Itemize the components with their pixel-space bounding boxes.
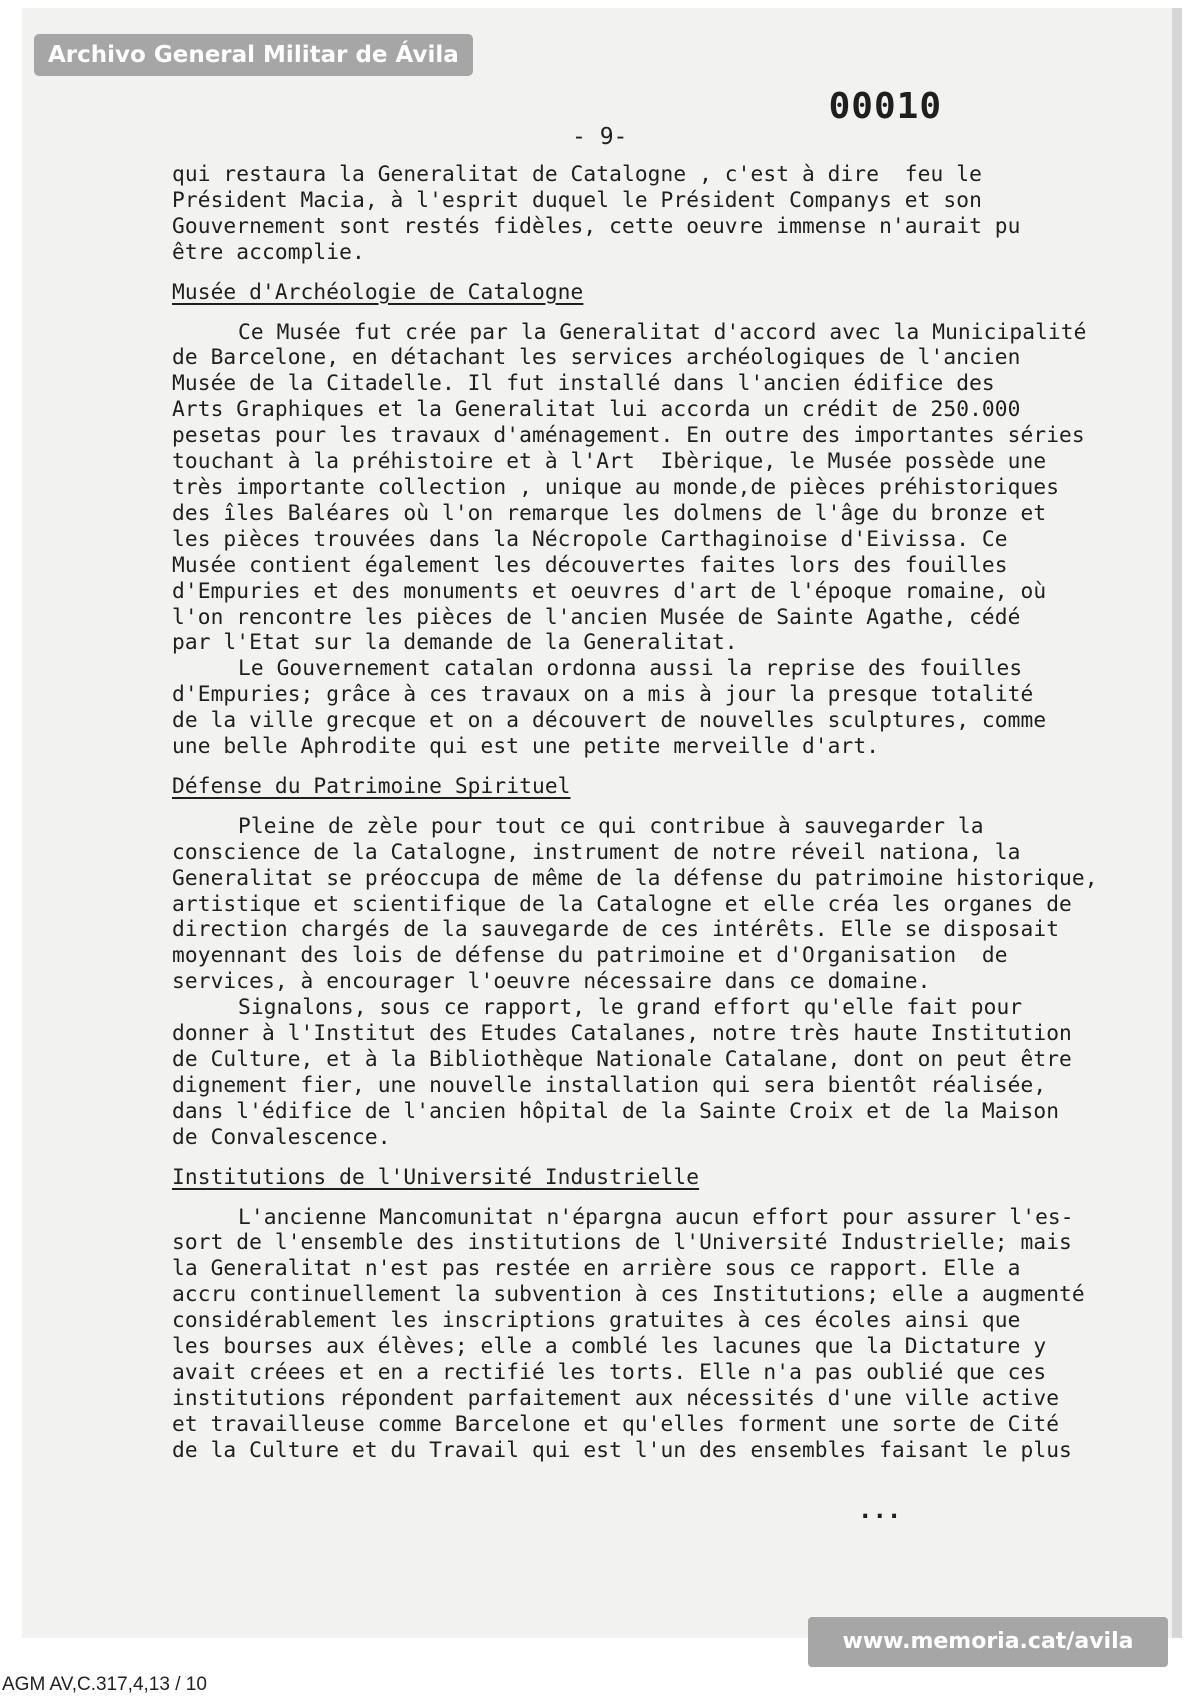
text-line: très importante collection , unique au monde,de pièces préhistoriques xyxy=(172,473,1060,499)
text-line: Ce Musée fut crée par la Generalitat d'accord avec la Municipalité xyxy=(238,318,1087,344)
text-line: institutions répondent parfaitement aux nécessités d'une ville active xyxy=(172,1384,1060,1410)
text-line: L'ancienne Mancomunitat n'épargna aucun effort pour assurer l'es- xyxy=(238,1203,1074,1229)
text-line: conscience de la Catalogne, instrument de notre réveil nationa, la xyxy=(172,838,1021,864)
document-number: 00010 xyxy=(828,86,942,127)
section-heading-patrimoine: Défense du Patrimoine Spirituel xyxy=(172,772,571,798)
text-line: Président Macia, à l'esprit duquel le Président Companys et son xyxy=(172,186,982,212)
text-line: les pièces trouvées dans la Nécropole Carthaginoise d'Eivissa. Ce xyxy=(172,525,1008,551)
text-line: être accomplie. xyxy=(172,238,365,264)
text-line: Arts Graphiques et la Generalitat lui accorda un crédit de 250.000 xyxy=(172,396,1021,422)
text-line: Musée de la Citadelle. Il fut installé dans l'ancien édifice des xyxy=(172,370,995,396)
text-line: Musée contient également les découvertes faites lors des fouilles xyxy=(172,551,1008,577)
text-line: l'on rencontre les pièces de l'ancien Musée de Sainte Agathe, cédé xyxy=(172,603,1021,629)
archive-title-banner: Archivo General Militar de Ávila xyxy=(34,34,473,76)
text-line: de Barcelone, en détachant les services archéologiques de l'ancien xyxy=(172,344,1021,370)
text-line: touchant à la préhistoire et à l'Art Ibèrique, le Musée possède une xyxy=(172,448,1047,474)
text-line: Le Gouvernement catalan ordonna aussi la reprise des fouilles xyxy=(238,655,1023,681)
document-sheet xyxy=(22,8,1182,1638)
text-line: dans l'édifice de l'ancien hôpital de la Sainte Croix et de la Maison xyxy=(172,1097,1060,1123)
website-url-banner[interactable]: www.memoria.cat/avila xyxy=(808,1617,1168,1667)
text-line: une belle Aphrodite qui est une petite merveille d'art. xyxy=(172,733,880,759)
text-line: artistique et scientifique de la Catalogne et elle créa les organes de xyxy=(172,890,1072,916)
text-line: de Convalescence. xyxy=(172,1123,391,1149)
text-line: sort de l'ensemble des institutions de l'Université Industrielle; mais xyxy=(172,1229,1072,1255)
text-line: Pleine de zèle pour tout ce qui contribue à sauvegarder la xyxy=(238,812,984,838)
text-line: qui restaura la Generalitat de Catalogne , c'est à dire feu le xyxy=(172,161,982,186)
text-line: Signalons, sous ce rapport, le grand effort qu'elle fait pour xyxy=(238,994,1023,1020)
intro-paragraph xyxy=(172,161,1162,265)
text-line: pesetas pour les travaux d'aménagement. En outre des importantes séries xyxy=(172,422,1085,448)
text-line: d'Empuries; grâce à ces travaux on a mis à jour la presque totalité xyxy=(172,681,1034,707)
universite-paragraph xyxy=(172,1204,1162,1463)
text-line: moyennant des lois de défense du patrimoine et d'Organisation de xyxy=(172,942,1008,968)
text-line: la Generalitat n'est pas restée en arrière sous ce rapport. Elle a xyxy=(172,1255,1021,1281)
text-line: accru continuellement la subvention à ces Institutions; elle a augmenté xyxy=(172,1281,1085,1307)
musee-paragraph xyxy=(172,319,1162,656)
text-line: services, à encourager l'oeuvre nécessaire dans ce domaine. xyxy=(172,968,931,994)
text-line: par l'Etat sur la demande de la Generalitat. xyxy=(172,629,738,655)
institut-paragraph xyxy=(172,994,1162,1149)
text-line: Generalitat se préoccupa de même de la défense du patrimoine historique, xyxy=(172,864,1098,890)
continuation-mark: ... xyxy=(858,1496,902,1524)
text-line: donner à l'Institut des Etudes Catalanes, notre très haute Institution xyxy=(172,1020,1072,1046)
text-line: de la ville grecque et on a découvert de nouvelles sculptures, comme xyxy=(172,707,1047,733)
text-line: et travailleuse comme Barcelone et qu'elles forment une sorte de Cité xyxy=(172,1410,1060,1436)
patrimoine-paragraph xyxy=(172,813,1162,994)
text-line: les bourses aux élèves; elle a comblé les lacunes que la Dictature y xyxy=(172,1333,1047,1359)
text-line: de la Culture et du Travail qui est l'un des ensembles faisant le plus xyxy=(172,1436,1072,1462)
text-line: considérablement les inscriptions gratuites à ces écoles ainsi que xyxy=(172,1307,1021,1333)
text-line: direction chargés de la sauvegarde de ces intérêts. Elle se disposait xyxy=(172,916,1060,942)
text-line: d'Empuries et des monuments et oeuvres d'art de l'époque romaine, où xyxy=(172,577,1047,603)
page-number: - 9- xyxy=(572,124,628,150)
text-line: dignement fier, une nouvelle installation qui sera bientôt réalisée, xyxy=(172,1071,1047,1097)
text-line: avait créees et en a rectifié les torts. Elle n'a pas oublié que ces xyxy=(172,1358,1047,1384)
text-line: de Culture, et à la Bibliothèque Nationale Catalane, dont on peut être xyxy=(172,1046,1072,1071)
text-line: des îles Baléares où l'on remarque les dolmens de l'âge du bronze et xyxy=(172,499,1047,525)
text-line: Gouvernement sont restés fidèles, cette oeuvre immense n'aurait pu xyxy=(172,212,1021,238)
archive-reference-code: AGM AV,C.317,4,13 / 10 xyxy=(2,1674,207,1695)
section-heading-universite: Institutions de l'Université Industrielle xyxy=(172,1163,700,1189)
empuries-paragraph xyxy=(172,655,1162,759)
section-heading-musee: Musée d'Archéologie de Catalogne xyxy=(172,278,584,304)
document-body xyxy=(172,161,1162,1463)
